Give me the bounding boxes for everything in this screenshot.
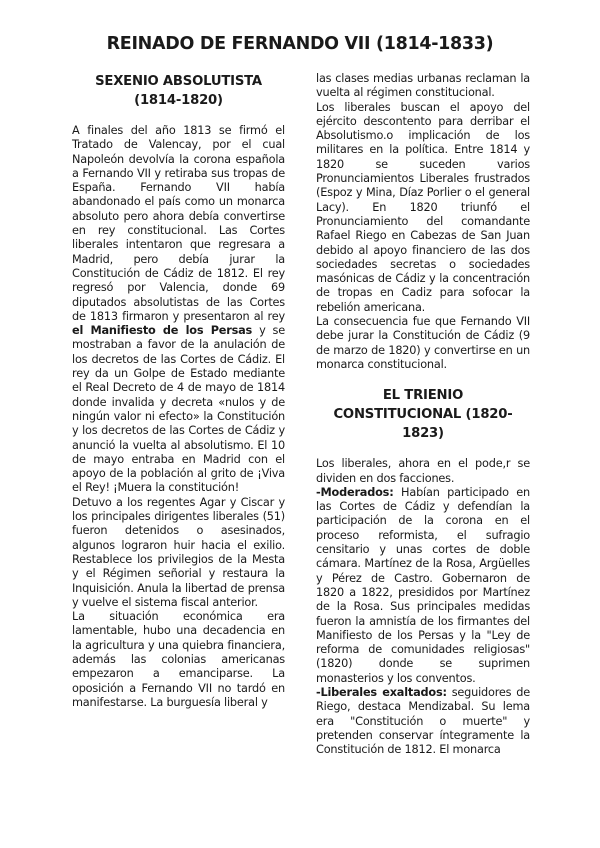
paragraph: las clases medias urbanas reclaman la vuelta al régimen constitucional.	[316, 72, 530, 100]
bold-term: -Liberales exaltados:	[316, 685, 447, 699]
paragraph-text: A finales del año 1813 se firmó el Tratado de Valencay, por el cual Napoleón devolvía la corona española a Fernando VII y retiraba sus tropas de España. Fernando VII había abandonado el país como un monarca absoluto pero ahora debía convertirse en rey constitucional. Las Cortes liberales intentaron que regresara a Madrid, pero debía jurar la Constitución de Cádiz de 1812. El rey regresó por Valencia, donde 69 diputados absolutistas de las Cortes de 1813 firmaron y presentaron al rey	[72, 124, 285, 323]
section-heading-line2: (1814-1820)	[134, 93, 223, 108]
paragraph	[316, 686, 530, 757]
right-column	[316, 72, 530, 757]
paragraph-text: seguidores de Riego, destaca Mendizabal. Su lema era "Constitución o muerte" y pretenden conservar íntegramente la Constitución de 1812. El monarca	[316, 685, 531, 757]
bold-term: el Manifiesto de los Persas	[72, 324, 253, 338]
page-title: REINADO DE FERNANDO VII (1814-1833)	[106, 34, 494, 54]
section-heading-sexenio	[72, 72, 285, 110]
section-heading-line2: CONSTITUCIONAL (1820-1823)	[333, 407, 513, 442]
paragraph: Los liberales buscan el apoyo del ejército descontento para derribar el Absolutismo.o implicación de los militares en la política. Entre 1814 y 1820 se suceden varios Pronunciamientos Liberales frustrados (Espoz y Mina, Díaz Porlier o el general Lacy). En 1820 triunfó el Pronunciamiento del comandante Rafael Riego en Cabezas de San Juan debido al apoyo financiero de las dos sociedades secretas o sociedades masónicas de Cádiz y la concentración de tropas en Cadiz para sofocar la rebelión americana.	[316, 100, 530, 314]
bold-term: -Moderados:	[316, 485, 394, 499]
section-heading-line1: SEXENIO ABSOLUTISTA	[95, 74, 262, 89]
paragraph: Detuvo a los regentes Agar y Ciscar y los principales dirigentes liberales (51) fueron detenidos o asesinados, algunos lograron huir hacia el exilio. Restablece los privilegios de la Mesta y el Régimen señorial y restaura la Inquisición. Anula la libertad de prensa y vuelve el sistema fiscal anterior.	[72, 495, 285, 609]
section-heading-trienio	[316, 386, 530, 443]
paragraph: Los liberales, ahora en el pode,r se dividen en dos facciones.	[316, 457, 530, 485]
paragraph	[316, 486, 530, 686]
paragraph	[72, 124, 285, 496]
section-heading-line1: EL TRIENIO	[382, 388, 464, 404]
paragraph: La consecuencia fue que Fernando VII debe jurar la Constitución de Cádiz (9 de marzo de 1820) y convertirse en un monarca constitucional.	[316, 315, 530, 371]
paragraph-text: Habían participado en las Cortes de Cádiz y defendían la participación de la corona en el proceso reformista, el sufragio censitario y unas cortes de doble cámara. Martínez de la Rosa, Argüelles y Pérez de Castro. Gobernaron de 1820 a 1822, presididos por Martínez de la Rosa. Sus principales medidas fueron la amnistía de los firmantes del Manifiesto de los Persas y la "Ley de reforma de comunidades religiosas" (1820) donde se suprimen monasterios y los conventos.	[316, 485, 530, 685]
paragraph: La situación económica era lamentable, hubo una decadencia en la agricultura y una quiebra financiera, además las colonias americanas empezaron a emanciparse. La oposición a Fernando VII no tardó en manifestarse. La burguesía liberal y	[72, 610, 285, 709]
left-column	[72, 72, 285, 710]
paragraph-text: y se mostraban a favor de la anulación de los decretos de las Cortes de Cádiz. El rey da un Golpe de Estado mediante el Real Decreto de 4 de mayo de 1814 donde invalida y decreta «nulos y de ningún valor ni efecto» la Constitución y los decretos de las Cortes de Cádiz y anunció la vuelta al absolutismo. El 10 de mayo entraba en Madrid con el apoyo de la población al grito de ¡Viva el Rey! ¡Muera la constitución!	[72, 324, 285, 495]
